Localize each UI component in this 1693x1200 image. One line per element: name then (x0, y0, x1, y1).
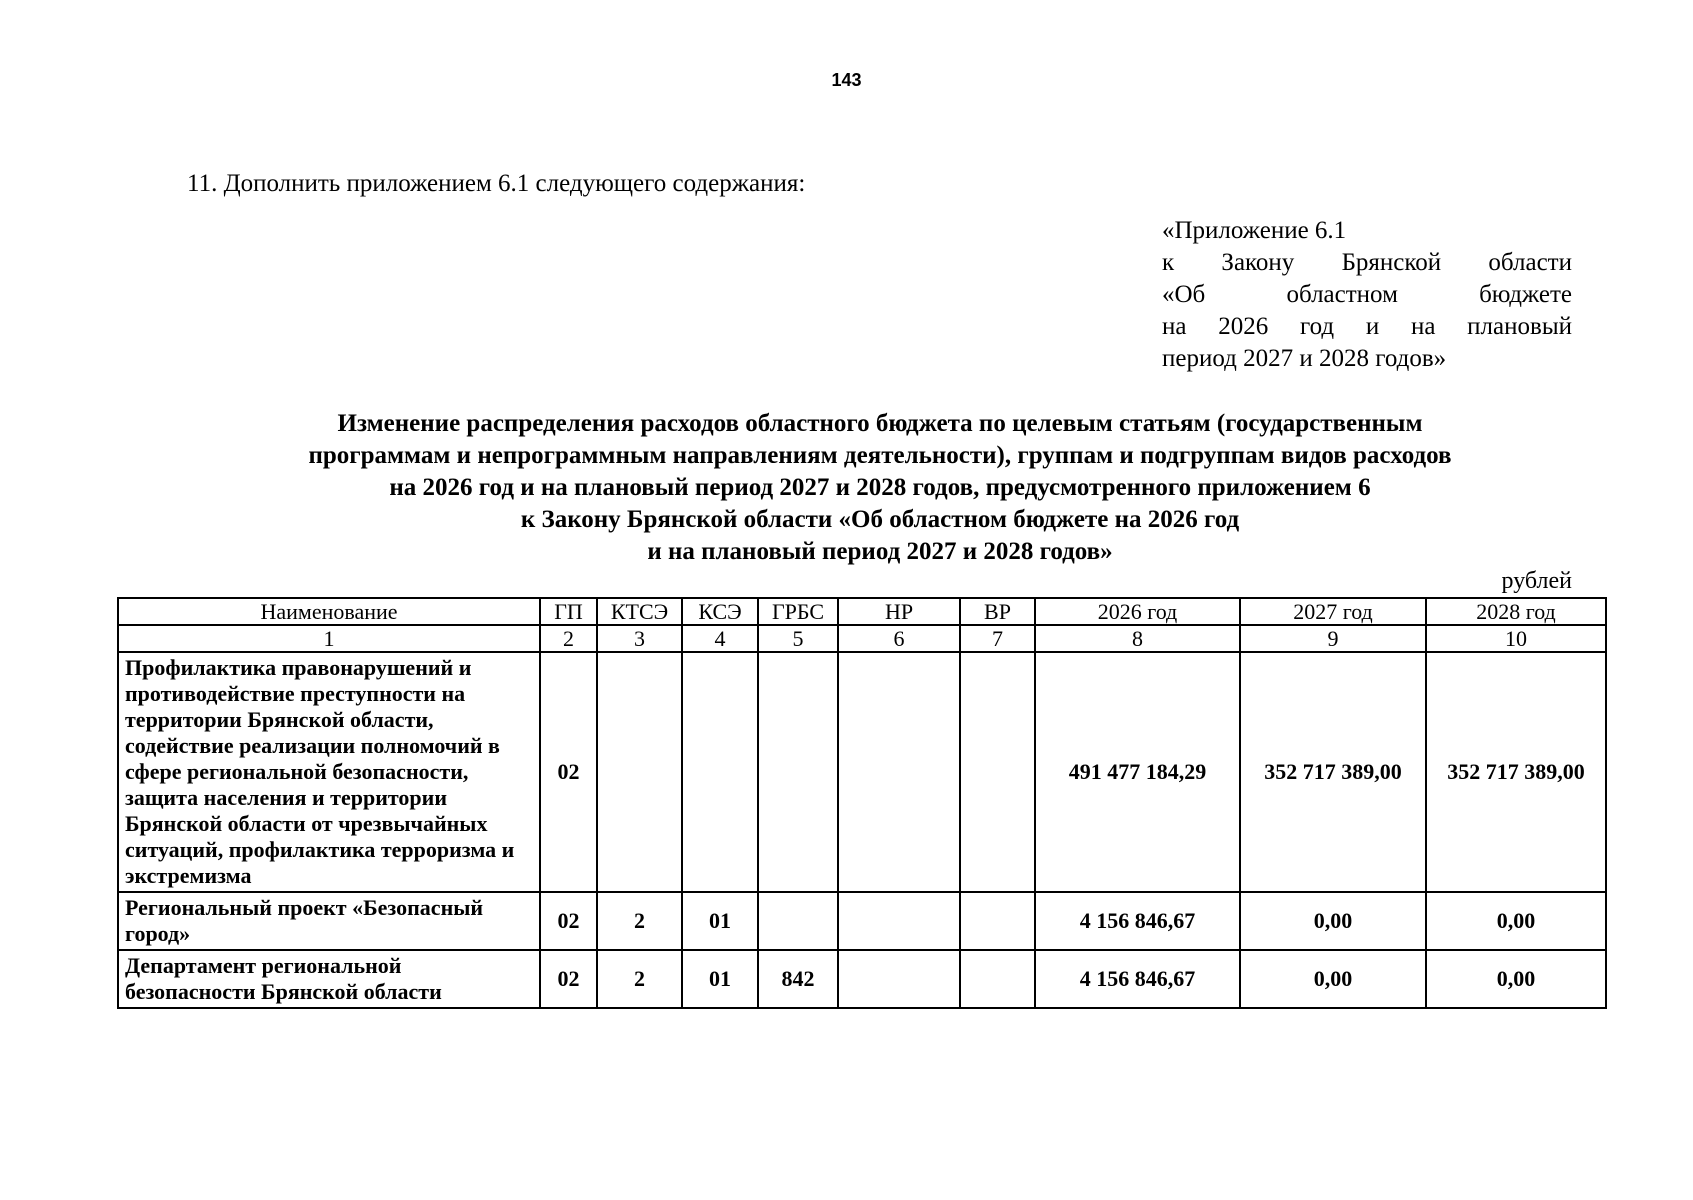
cell-gp: 02 (540, 950, 597, 1008)
appendix-line: период 2027 и 2028 годов» (1162, 345, 1447, 372)
intro-paragraph: 11. Дополнить приложением 6.1 следующего содержания: (187, 170, 806, 197)
column-number-row (118, 625, 1606, 652)
appendix-line: к Закону Брянской области (1162, 249, 1572, 276)
column-number: 7 (960, 625, 1035, 652)
cell-ktse: 2 (597, 950, 682, 1008)
header-gp: ГП (540, 598, 597, 625)
title-line: на 2026 год и на плановый период 2027 и 2028 годов, предусмотренного приложением 6 (389, 474, 1371, 501)
cell-kse (682, 652, 758, 892)
budget-table (117, 597, 1607, 1009)
title-line: к Закону Брянской области «Об областном бюджете на 2026 год (520, 506, 1240, 533)
cell-2028: 0,00 (1426, 950, 1606, 1008)
cell-2027: 352 717 389,00 (1240, 652, 1426, 892)
header-name: Наименование (118, 598, 540, 625)
cell-grbs: 842 (758, 950, 838, 1008)
cell-ktse: 2 (597, 892, 682, 950)
appendix-reference (1162, 215, 1572, 375)
cell-2026: 491 477 184,29 (1035, 652, 1240, 892)
cell-kse: 01 (682, 950, 758, 1008)
column-number: 3 (597, 625, 682, 652)
title-line: и на плановый период 2027 и 2028 годов» (647, 538, 1113, 565)
header-row (118, 598, 1606, 625)
appendix-line: на 2026 год и на плановый (1162, 313, 1572, 340)
cell-vr (960, 950, 1035, 1008)
table-row (118, 892, 1606, 950)
cell-2027: 0,00 (1240, 950, 1426, 1008)
cell-grbs (758, 892, 838, 950)
header-2028: 2028 год (1426, 598, 1606, 625)
cell-ktse (597, 652, 682, 892)
cell-2028: 0,00 (1426, 892, 1606, 950)
cell-nr (838, 950, 960, 1008)
header-kse: КСЭ (682, 598, 758, 625)
column-number: 5 (758, 625, 838, 652)
cell-grbs (758, 652, 838, 892)
table-row (118, 950, 1606, 1008)
cell-gp: 02 (540, 652, 597, 892)
title-line: Изменение распределения расходов областного бюджета по целевым статьям (государственным (337, 410, 1423, 437)
column-number: 9 (1240, 625, 1426, 652)
header-grbs: ГРБС (758, 598, 838, 625)
header-nr: НР (838, 598, 960, 625)
row-name: Департамент региональной безопасности Брянской области (118, 950, 540, 1008)
column-number: 10 (1426, 625, 1606, 652)
cell-2026: 4 156 846,67 (1035, 950, 1240, 1008)
header-2027: 2027 год (1240, 598, 1426, 625)
cell-vr (960, 652, 1035, 892)
cell-2026: 4 156 846,67 (1035, 892, 1240, 950)
cell-nr (838, 652, 960, 892)
cell-gp: 02 (540, 892, 597, 950)
column-number: 8 (1035, 625, 1240, 652)
document-title (200, 408, 1560, 568)
column-number: 6 (838, 625, 960, 652)
cell-kse: 01 (682, 892, 758, 950)
cell-2027: 0,00 (1240, 892, 1426, 950)
title-line: программам и непрограммным направлениям деятельности), группам и подгруппам видов расходов (308, 442, 1452, 469)
header-vr: ВР (960, 598, 1035, 625)
table-row (118, 652, 1606, 892)
row-name: Профилактика правонарушений и противодействие преступности на территории Брянской области, содействие реализации полномочий в сфере региональной безопасности, защита населения и территории Брянской области от чрезвычайных ситуаций, профилактика терроризма и экстремизма (118, 652, 540, 892)
cell-nr (838, 892, 960, 950)
header-2026: 2026 год (1035, 598, 1240, 625)
column-number: 4 (682, 625, 758, 652)
units-label: рублей (1501, 568, 1572, 594)
row-name: Региональный проект «Безопасный город» (118, 892, 540, 950)
column-number: 1 (118, 625, 540, 652)
appendix-line: «Приложение 6.1 (1162, 217, 1347, 244)
appendix-line: «Об областном бюджете (1162, 281, 1572, 308)
cell-vr (960, 892, 1035, 950)
column-number: 2 (540, 625, 597, 652)
header-ktse: КТСЭ (597, 598, 682, 625)
page-number: 143 (831, 70, 862, 90)
cell-2028: 352 717 389,00 (1426, 652, 1606, 892)
